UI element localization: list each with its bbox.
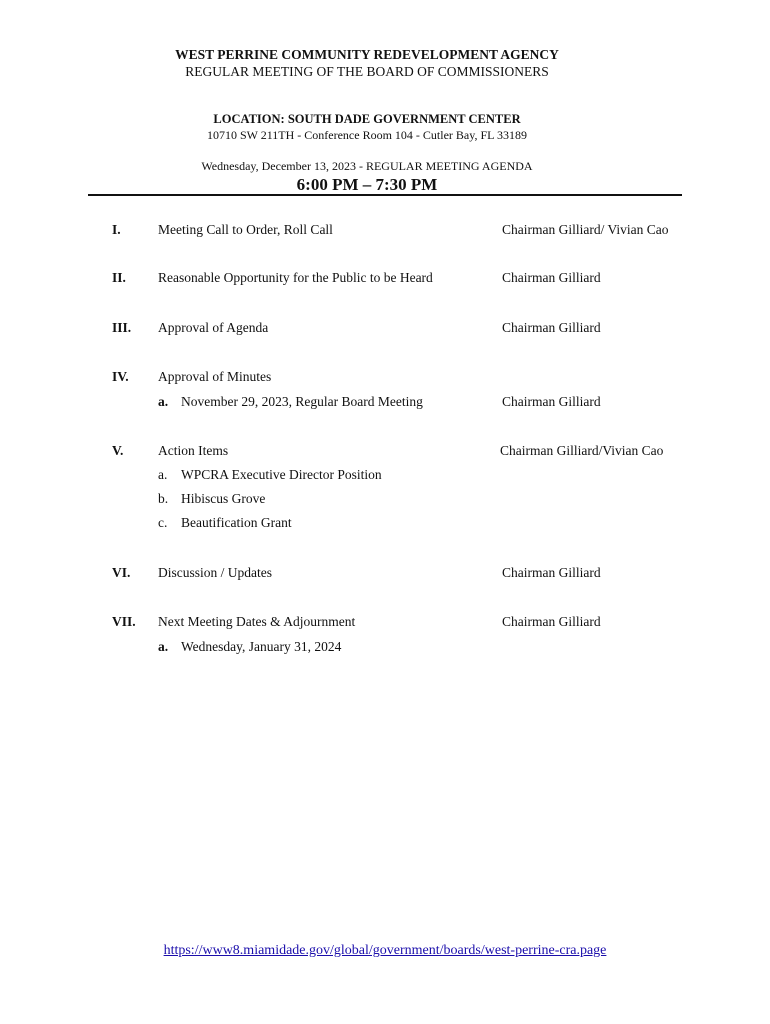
agenda-subitem xyxy=(0,491,770,511)
agenda-numeral: VI. xyxy=(112,565,131,580)
agenda-numeral: II. xyxy=(112,270,126,285)
agenda-subitem xyxy=(0,467,770,487)
agenda-item xyxy=(0,222,770,242)
subitem-text: WPCRA Executive Director Position xyxy=(181,467,382,482)
subitem-letter: a. xyxy=(158,467,168,482)
agenda-numeral: III. xyxy=(112,320,132,335)
subitem-text: Beautification Grant xyxy=(181,515,292,530)
agenda-presenter: Chairman Gilliard xyxy=(502,394,601,409)
subitem-letter: a. xyxy=(158,639,169,654)
agenda-numeral: V. xyxy=(112,443,124,458)
agenda-numeral: VII. xyxy=(112,614,136,629)
agency-title: WEST PERRINE COMMUNITY REDEVELOPMENT AGENCY xyxy=(175,47,559,62)
location-title: LOCATION: SOUTH DADE GOVERNMENT CENTER xyxy=(213,112,521,126)
subitem-letter: c. xyxy=(158,515,168,530)
subitem-letter: a. xyxy=(158,394,169,409)
meeting-date: Wednesday, December 13, 2023 - REGULAR MEETING AGENDA xyxy=(201,159,533,173)
agenda-presenter: Chairman Gilliard/ Vivian Cao xyxy=(502,222,669,237)
subitem-text: November 29, 2023, Regular Board Meeting xyxy=(181,394,423,409)
header-divider xyxy=(88,194,682,196)
agenda-item xyxy=(0,443,770,463)
agenda-numeral: IV. xyxy=(112,369,129,384)
agenda-title: Next Meeting Dates & Adjournment xyxy=(158,614,356,629)
agenda-title: Approval of Agenda xyxy=(158,320,269,335)
subitem-letter: b. xyxy=(158,491,169,506)
location-address: 10710 SW 211TH - Conference Room 104 - Cutler Bay, FL 33189 xyxy=(206,128,528,142)
meeting-time: 6:00 PM – 7:30 PM xyxy=(296,175,438,194)
agenda-presenter: Chairman Gilliard xyxy=(502,614,601,629)
agenda-subitem xyxy=(0,515,770,535)
agenda-presenter: Chairman Gilliard xyxy=(502,270,601,285)
agenda-item xyxy=(0,565,770,585)
subitem-text: Hibiscus Grove xyxy=(181,491,266,506)
agenda-title: Reasonable Opportunity for the Public to be Heard xyxy=(158,270,433,285)
agenda-item xyxy=(0,369,770,389)
agenda-presenter: Chairman Gilliard xyxy=(502,320,601,335)
agenda-subitem xyxy=(0,639,770,659)
cra-website-link[interactable]: https://www8.miamidade.gov/global/government/boards/west-perrine-cra.page xyxy=(163,943,607,958)
agenda-title: Action Items xyxy=(158,443,229,458)
agenda-title: Discussion / Updates xyxy=(158,565,272,580)
agenda-item xyxy=(0,320,770,340)
agenda-presenter: Chairman Gilliard/Vivian Cao xyxy=(500,443,664,458)
subitem-text: Wednesday, January 31, 2024 xyxy=(181,639,342,654)
agenda-subitem xyxy=(0,394,770,414)
agenda-item xyxy=(0,614,770,634)
agenda-presenter: Chairman Gilliard xyxy=(502,565,601,580)
agenda-title: Meeting Call to Order, Roll Call xyxy=(158,222,333,237)
agenda-item xyxy=(0,270,770,290)
agenda-numeral: I. xyxy=(112,222,121,237)
agenda-title: Approval of Minutes xyxy=(158,369,272,384)
meeting-type: REGULAR MEETING OF THE BOARD OF COMMISSIONERS xyxy=(185,64,549,79)
